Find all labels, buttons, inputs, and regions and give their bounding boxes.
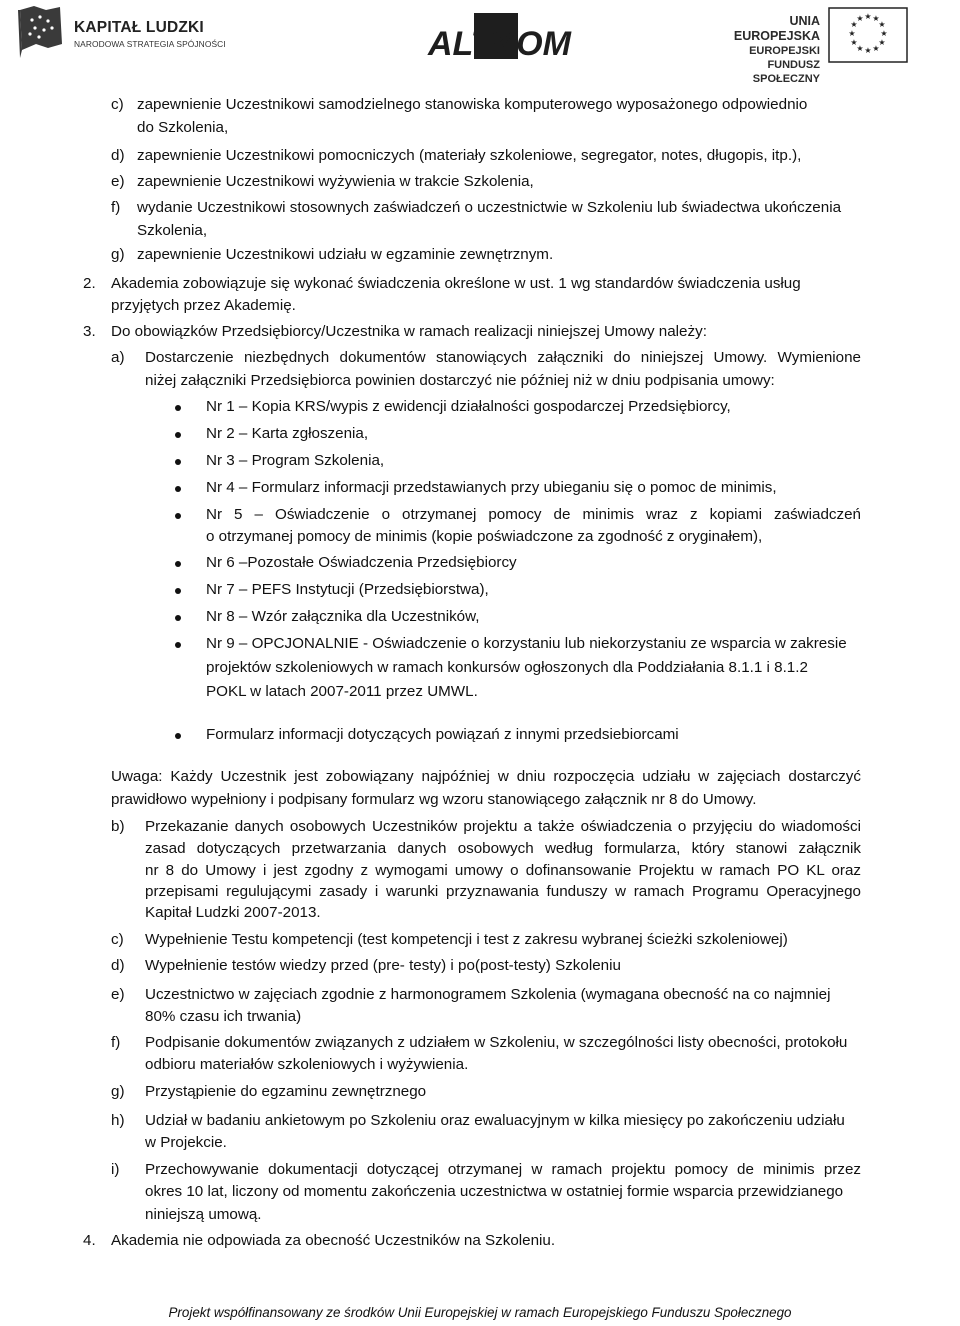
item-text: odbioru materiałów szkoleniowych i wyżywienia. (145, 1056, 469, 1073)
bullet-icon (175, 513, 181, 519)
note-text: prawidłowo wypełniony i podpisany formularz wg wzoru stanowiącego załącznik nr 8 do Umowy. (111, 791, 757, 808)
item-label: e) (111, 986, 125, 1003)
svg-text:★: ★ (864, 46, 872, 55)
item-text: zasad dotyczących przetwarzania danych osobowych według formularza, który stanowi załącznik (145, 840, 861, 857)
note-text: Uwaga: Każdy Uczestnik jest zobowiązany najpóźniej w dniu rozpoczęcia udziału w zajęciach dostarczyć (111, 768, 861, 785)
item-text: wydanie Uczestnikowi stosownych zaświadczeń o uczestnictwie w Szkoleniu lub świadectwa ukończenia (137, 199, 842, 216)
kapital-ludzki-title: KAPITAŁ LUDZKI (74, 19, 204, 36)
bullet-icon (175, 486, 181, 492)
paragraph-text: Do obowiązków Przedsiębiorcy/Uczestnika w ramach realizacji niniejszej Umowy należy: (111, 323, 707, 340)
svg-text:★: ★ (848, 29, 856, 38)
eu-line-3: FUNDUSZ SPOŁECZNY (752, 59, 820, 85)
attachment-item: o otrzymanej pomocy de minimis (kopie poświadczone za zgodność z oryginałem), (206, 528, 763, 545)
page-header (0, 0, 960, 85)
paragraph-text: przyjętych przez Akademię. (111, 297, 296, 314)
item-label: d) (111, 957, 125, 974)
item-text: zapewnienie Uczestnikowi samodzielnego stanowiska komputerowego wyposażonego odpowiednio (137, 96, 808, 113)
paragraph-text: Akademia zobowiązuje się wykonać świadczenia określone w ust. 1 wg standardów świadczenia usług (111, 275, 801, 292)
kapital-ludzki-subtitle: NARODOWA STRATEGIA SPÓJNOŚCI (74, 39, 226, 49)
bullet-icon (175, 733, 181, 739)
item-text: Uczestnictwo w zajęciach zgodnie z harmonogramem Szkolenia (wymagana obecność na co najmniej (145, 986, 831, 1003)
bullet-icon (175, 459, 181, 465)
item-text: zapewnienie Uczestnikowi pomocniczych (materiały szkoleniowe, segregator, notes, długopis, itp.), (137, 147, 802, 164)
svg-text:★: ★ (850, 38, 858, 47)
item-label: f) (111, 1034, 121, 1051)
item-text: Przekazanie danych osobowych Uczestników projektu a także oświadczenia o przyjęciu do wiadomości (145, 818, 861, 835)
altkom-logo (426, 11, 571, 63)
paragraph-number: 4. (83, 1232, 96, 1249)
item-label: i) (111, 1161, 120, 1178)
item-text: Przystąpienie do egzaminu zewnętrznego (145, 1083, 427, 1100)
item-text: niżej załączniki Przedsiębiorca powinien dostarczyć nie później niż w dniu podpisania umowy: (145, 372, 775, 389)
kapital-ludzki-flag-icon (16, 4, 66, 58)
attachment-item: Nr 7 – PEFS Instytucji (Przedsiębiorstwa), (206, 581, 489, 598)
item-label: b) (111, 818, 125, 835)
kapital-ludzki-logo (16, 4, 246, 60)
item-label: g) (111, 1083, 125, 1100)
attachment-item: Nr 4 – Formularz informacji przedstawianych przy ubieganiu się o pomoc de minimis, (206, 479, 777, 496)
attachment-item: Nr 8 – Wzór załącznika dla Uczestników, (206, 608, 480, 625)
attachment-item: Nr 6 –Pozostałe Oświadczenia Przedsiębiorcy (206, 554, 517, 571)
attachment-item: Nr 2 – Karta zgłoszenia, (206, 425, 369, 442)
svg-text:★: ★ (850, 20, 858, 29)
paragraph-number: 2. (83, 275, 96, 292)
item-text: Przechowywanie dokumentacji dotyczącej otrzymanej w ramach projektu pomocy de minimis przez (145, 1161, 861, 1178)
bullet-icon (175, 642, 181, 648)
attachment-item: Nr 1 – Kopia KRS/wypis z ewidencji działalności gospodarczej Przedsiębiorcy, (206, 398, 731, 415)
item-text: Szkolenia, (137, 222, 208, 239)
svg-text:★: ★ (872, 44, 880, 53)
svg-text:★: ★ (856, 44, 864, 53)
item-text: Podpisanie dokumentów związanych z udziałem w Szkoleniu, w szczególności listy obecności, protokołu (145, 1034, 848, 1051)
bullet-icon (175, 405, 181, 411)
item-label: f) (111, 199, 121, 216)
altkom-logo-text: ALTKOM (428, 25, 571, 63)
eu-line-1: UNIA EUROPEJSKA (733, 14, 820, 43)
item-text: Dostarczenie niezbędnych dokumentów stanowiących załączniki do niniejszej Umowy. Wymienione (145, 349, 861, 366)
item-text: okres 10 lat, liczony od momentu zakończenia uczestnictwa w ostatniej formie wsparcia przewidzianego (145, 1183, 844, 1200)
item-label: h) (111, 1112, 125, 1129)
attachment-item: Nr 3 – Program Szkolenia, (206, 452, 385, 469)
svg-text:★: ★ (878, 38, 886, 47)
paragraph-text: Akademia nie odpowiada za obecność Uczestników na Szkoleniu. (111, 1232, 556, 1249)
eu-line-2: EUROPEJSKI (749, 45, 820, 57)
item-text: do Szkolenia, (137, 119, 229, 136)
item-text: Kapitał Ludzki 2007-2013. (145, 904, 321, 921)
item-label: d) (111, 147, 125, 164)
item-text: Wypełnienie Testu kompetencji (test kompetencji i test z zakresu wybranej ścieżki szkoleniowej) (145, 931, 788, 948)
svg-text:★: ★ (864, 12, 872, 21)
attachment-item: Nr 9 – OPCJONALNIE - Oświadczenie o korzystaniu lub niekorzystaniu ze wsparcia w zakresie (206, 635, 847, 652)
item-label: c) (111, 96, 124, 113)
item-text: Wypełnienie testów wiedzy przed (pre- testy) i po(post-testy) Szkoleniu (145, 957, 621, 974)
item-text: zapewnienie Uczestnikowi udziału w egzaminie zewnętrznym. (137, 246, 554, 263)
attachment-item: Nr 5 – Oświadczenie o otrzymanej pomocy de minimis wraz z kopiami zaświadczeń (206, 506, 861, 523)
svg-text:★: ★ (880, 29, 888, 38)
item-text: zapewnienie Uczestnikowi wyżywienia w trakcie Szkolenia, (137, 173, 534, 190)
eu-text-block (702, 14, 820, 86)
item-text: nr 8 do Umowy i jest zgodny z wymogami umowy o dofinansowanie Projektu w ramach PO KL oraz (145, 862, 861, 879)
svg-text:★: ★ (872, 14, 880, 23)
item-label: c) (111, 931, 124, 948)
item-label: g) (111, 246, 125, 263)
attachment-item: POKL w latach 2007-2011 przez UMWL. (206, 683, 478, 700)
item-text: Udział w badaniu ankietowym po Szkoleniu oraz ewaluacyjnym w kilka miesięcy po zakończeniu udziału (145, 1112, 845, 1129)
page-footer: Projekt współfinansowany ze środków Unii Europejskiej w ramach Europejskiego Funduszu Społecznego (168, 1305, 792, 1320)
item-text: w Projekcie. (145, 1134, 227, 1151)
paragraph-number: 3. (83, 323, 96, 340)
eu-flag-icon (828, 7, 908, 63)
bullet-icon (175, 615, 181, 621)
item-label: a) (111, 349, 125, 366)
bullet-icon (175, 588, 181, 594)
svg-text:★: ★ (856, 14, 864, 23)
bullet-icon (175, 561, 181, 567)
item-text: 80% czasu ich trwania) (145, 1008, 302, 1025)
bullet-icon (175, 432, 181, 438)
attachment-item: projektów szkoleniowych w ramach konkursów ogłoszonych dla Poddziałania 8.1.1 i 8.1.2 (206, 659, 808, 676)
svg-text:★: ★ (878, 20, 886, 29)
item-label: e) (111, 173, 125, 190)
attachment-item: Formularz informacji dotyczących powiązań z innymi przedsiebiorcami (206, 726, 679, 743)
item-text: przepisami regulującymi zasady i warunki przyznawania funduszy w ramach Programu Operacyjnego (145, 883, 861, 900)
item-text: niniejszą umową. (145, 1206, 262, 1223)
